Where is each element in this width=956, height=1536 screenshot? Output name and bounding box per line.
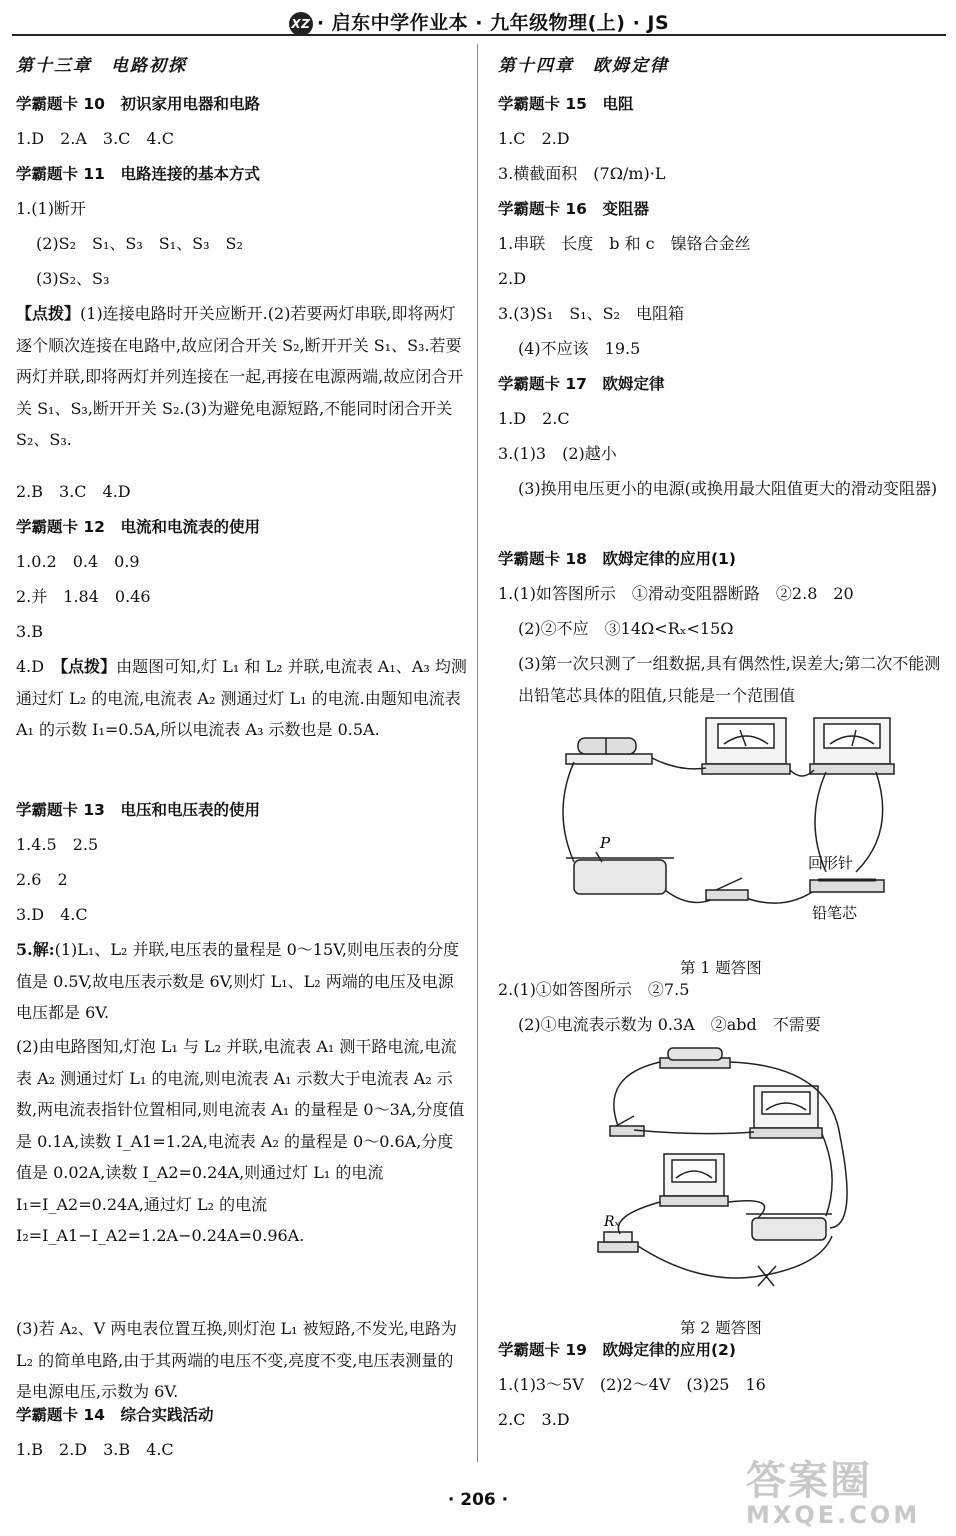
card-16-heading: 学霸题卡 16 变阻器: [498, 200, 649, 218]
tip-label: 【点拨】: [16, 304, 81, 323]
chapter-14-title: 第十四章 欧姆定律: [498, 56, 669, 76]
watermark: [746, 1460, 942, 1530]
solution-text: (1)L₁、L₂ 并联,电压表的量程是 0～15V,则电压表的分度值是 0.5V,故电压表示数是 6V,则灯 L₁、L₂ 两端的电压及电源电压都是 6V.: [16, 940, 460, 1022]
card-19-q1: 1.(1)3～5V (2)2～4V (3)25 16: [498, 1375, 766, 1394]
column-divider: [477, 44, 478, 1462]
figure-1-caption: 第 1 题答图: [680, 959, 762, 977]
card-13-q5-part2: (2)由电路图知,灯泡 L₁ 与 L₂ 并联,电流表 A₁ 测干路电流,电流表 A₂ 测通过灯 L₁ 的电流,则电流表 A₁ 示数大于电流表 A₂ 示数,两电流表指针位置相同,则电流表 A₁ 的量程是 0～3A,分度值是 0.1A,读数 I_A1=1.2A,电流表 A₂ 的量程是 0～0.6A,分度值是 0.02A,读数 I_A2=0.24A,则通过灯 L₁ 的电流 I₁=I_A2=0.24A,通过灯 L₂ 的电流 I₂=I_A1−I_A2=1.2A−0.24A=0.96A.: [16, 1037, 465, 1245]
page-header: [12, 6, 946, 36]
figure-2-caption: 第 2 题答图: [680, 1319, 762, 1337]
watermark-line2: MXQE.COM: [746, 1501, 921, 1529]
header-rule: [12, 34, 946, 36]
card-14-heading: 学霸题卡 14 综合实践活动: [16, 1406, 214, 1424]
label-rx: Rₓ: [604, 1214, 620, 1230]
publisher-logo: XZ: [289, 12, 313, 36]
label-pencil: 铅笔芯: [812, 904, 858, 922]
chapter-13-title: 第十三章 电路初探: [16, 56, 187, 76]
card-17-q1: 1.D 2.C: [498, 409, 570, 428]
solution-label: 5.解:: [16, 940, 55, 959]
watermark-line1: 答案圈: [746, 1458, 872, 1504]
figure-1-circuit: [556, 712, 896, 932]
card-18-q2-part2: (2)①电流表示数为 0.3A ②abd 不需要: [518, 1015, 821, 1034]
card-19-heading: 学霸题卡 19 欧姆定律的应用(2): [498, 1341, 736, 1359]
card-16-q3-part4: (4)不应该 19.5: [518, 339, 641, 358]
card-13-q2: 2.6 2: [16, 870, 68, 889]
card-13-q5-part3: (3)若 A₂、V 两电表位置互换,则灯泡 L₁ 被短路,不发光,电路为 L₂ 的简单电路,由于其两端的电压不变,亮度不变,电压表测量的是电源电压,示数为 6V.: [16, 1319, 457, 1401]
card-11-q1-part2: (2)S₂ S₁、S₃ S₁、S₃ S₂: [36, 234, 243, 253]
battery-cells: [668, 1048, 722, 1060]
tip-label: 【点拨】: [60, 657, 117, 676]
card-12-q4: [16, 651, 468, 746]
card-16-q2: 2.D: [498, 269, 527, 288]
card-16-q1: 1.串联 长度 b 和 c 镍铬合金丝: [498, 234, 751, 253]
battery-board: [566, 754, 652, 764]
pencil-board: [810, 880, 884, 892]
rx-resistor: [598, 1242, 638, 1252]
card-17-q3: 3.(1)3 (2)越小: [498, 444, 617, 463]
card-11-heading: 学霸题卡 11 电路连接的基本方式: [16, 165, 260, 183]
card-11-answers: 2.B 3.C 4.D: [16, 482, 131, 501]
card-10-heading: 学霸题卡 10 初识家用电器和电路: [16, 95, 260, 113]
card-11-q1: 1.(1)断开: [16, 199, 86, 218]
card-12-q3: 3.B: [16, 622, 44, 641]
card-15-q3: 3.横截面积 (7Ω/m)·L: [498, 164, 666, 183]
battery-cells: [578, 738, 636, 754]
card-17-heading: 学霸题卡 17 欧姆定律: [498, 375, 665, 393]
rheostat-body: [574, 860, 666, 894]
card-15-heading: 学霸题卡 15 电阻: [498, 95, 634, 113]
header-title: [12, 8, 946, 36]
card-11-tip: [16, 298, 468, 456]
card-14-answers: 1.B 2.D 3.B 4.C: [16, 1440, 174, 1459]
rheostat-body: [752, 1218, 826, 1240]
card-13-heading: 学霸题卡 13 电压和电压表的使用: [16, 801, 260, 819]
label-clip: 回形针: [808, 854, 854, 872]
page-number: · 206 ·: [447, 1490, 509, 1510]
label-p: P: [600, 834, 611, 852]
card-10-answers: 1.D 2.A 3.C 4.C: [16, 129, 174, 148]
card-18-q1: 1.(1)如答图所示 ①滑动变阻器断路 ②2.8 20: [498, 584, 854, 603]
card-18-heading: 学霸题卡 18 欧姆定律的应用(1): [498, 550, 736, 568]
card-13-q1: 1.4.5 2.5: [16, 835, 99, 854]
tip-text: 由题图可知,灯 L₁ 和 L₂ 并联,电流表 A₁、A₃ 均测通过灯 L₂ 的电流,电流表 A₂ 测通过灯 L₁ 的电流.由题知电流表 A₁ 的示数 I₁=0.5A,所以电流表 A₃ 示数也是 0.5A.: [16, 657, 467, 739]
header-text: · 启东中学作业本 · 九年级物理(上) · JS: [316, 12, 670, 34]
switch-base: [706, 890, 748, 900]
card-16-q3: 3.(3)S₁ S₁、S₂ 电阻箱: [498, 304, 685, 323]
q4-answer: 4.D: [16, 657, 45, 676]
card-13-q5-part1: [16, 934, 468, 1029]
card-15-q1: 1.C 2.D: [498, 129, 570, 148]
card-18-q1-part2: (2)②不应 ③14Ω<Rₓ<15Ω: [518, 619, 734, 638]
card-19-q2: 2.C 3.D: [498, 1410, 570, 1429]
card-11-q1-part3: (3)S₂、S₃: [36, 269, 110, 288]
card-12-q2: 2.并 1.84 0.46: [16, 587, 151, 606]
card-12-heading: 学霸题卡 12 电流和电流表的使用: [16, 518, 260, 536]
card-12-q1: 1.0.2 0.4 0.9: [16, 552, 140, 571]
figure-2-circuit: [590, 1046, 860, 1296]
card-18-q2: 2.(1)①如答图所示 ②7.5: [498, 980, 690, 999]
card-18-q1-part3: (3)第一次只测了一组数据,具有偶然性,误差大;第二次不能测出铅笔芯具体的阻值,只能是一个范围值: [518, 654, 941, 705]
card-17-q3-part3: (3)换用电压更小的电源(或换用最大阻值更大的滑动变阻器): [518, 479, 938, 498]
card-13-q3: 3.D 4.C: [16, 905, 88, 924]
tip-text: (1)连接电路时开关应断开.(2)若要两灯串联,即将两灯逐个顺次连接在电路中,故应闭合开关 S₂,断开开关 S₁、S₃.若要两灯并联,即将两灯并列连接在一起,再接在电源两端,故应闭合开关 S₁、S₃,断开开关 S₂.(3)为避免电源短路,不能同时闭合开关 S₂、S₃.: [16, 304, 464, 449]
